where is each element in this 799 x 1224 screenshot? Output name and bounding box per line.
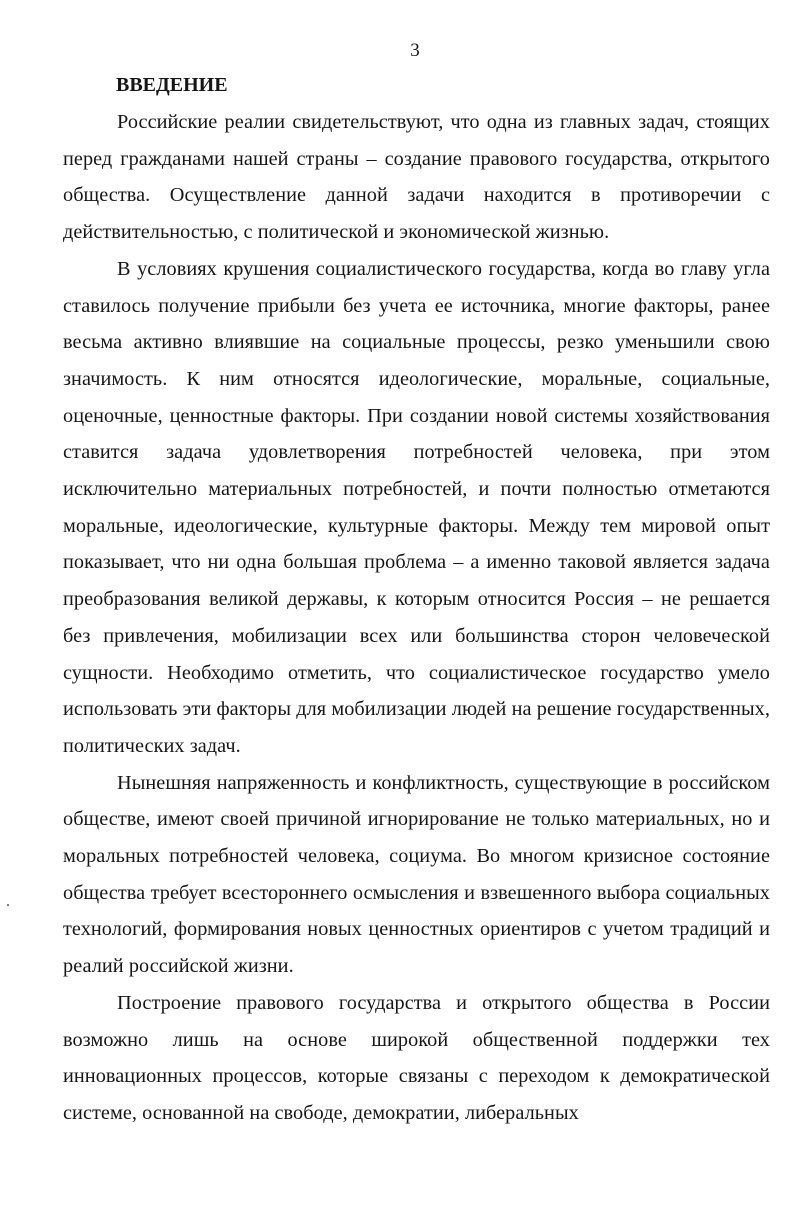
section-heading: ВВЕДЕНИЕ <box>116 74 228 96</box>
paragraph: Российские реалии свидетельствуют, что одна из главных задач, стоящих перед гражданами нашей страны – создание правового государства, открытого общества. Осуществление данной задачи находится в противоречии с действительностью, с политической и экономической жизнью. <box>63 111 770 244</box>
paragraph: Построение правового государства и открытого общества в России возможно лишь на основе широкой общественной поддержки тех инновационных процессов, которые связаны с переходом к демократической системе, основанной на свободе, демократии, либеральных <box>63 991 770 1124</box>
body-text <box>63 104 770 1132</box>
page-number: 3 <box>410 40 420 61</box>
paragraph: Нынешняя напряженность и конфликтность, существующие в российском обществе, имеют своей причиной игнорирование не только материальных, но и моральных потребностей человека, социума. Во многом кризисное состояние общества требует всестороннего осмысления и взвешенного выбора социальных технологий, формирования новых ценностных ориентиров с учетом традиций и реалий российской жизни. <box>63 771 770 978</box>
paragraph: В условиях крушения социалистического государства, когда во главу угла ставилось получение прибыли без учета ее источника, многие факторы, ранее весьма активно влиявшие на социальные процессы, резко уменьшили свою значимость. К ним относятся идеологические, моральные, социальные, оценочные, ценностные факторы. При создании новой системы хозяйствования ставится задача удовлетворения потребностей человека, при этом исключительно материальных потребностей, и почти полностью отметаются моральные, идеологические, культурные факторы. Между тем мировой опыт показывает, что ни одна большая проблема – а именно таковой является задача преобразования великой державы, к которым относится Россия – не решается без привлечения, мобилизации всех или большинства сторон человеческой сущности. Необходимо отметить, что социалистическое государство умело использовать эти факторы для мобилизации людей на решение государственных, политических задач. <box>63 257 770 757</box>
scan-speck <box>7 904 9 906</box>
